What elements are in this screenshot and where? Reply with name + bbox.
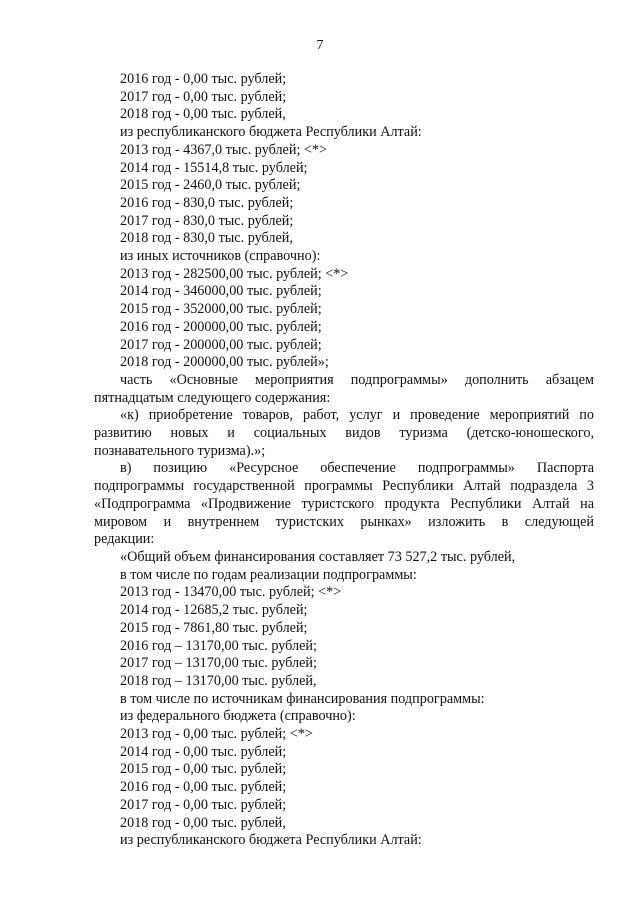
- text-line: 2018 год – 13170,00 тыс. рублей,: [120, 672, 317, 689]
- text-line: 2016 год - 830,0 тыс. рублей;: [120, 194, 294, 211]
- text-line: 2018 год - 200000,00 тыс. рублей»;: [120, 354, 329, 371]
- text-line: в том числе по годам реализации подпрограммы:: [120, 566, 417, 583]
- text-line: 2017 год – 13170,00 тыс. рублей;: [120, 655, 317, 672]
- text-line: 2014 год - 15514,8 тыс. рублей;: [120, 159, 308, 176]
- text-line: из республиканского бюджета Республики Алтай:: [120, 832, 422, 849]
- paragraph-resource-support: [94, 460, 594, 549]
- text-line: 2015 год - 0,00 тыс. рублей;: [120, 761, 287, 778]
- paragraph-line: мировом и внутреннем туристских рынках» изложить в следующей: [94, 513, 594, 530]
- funding-lines-block-b: [94, 549, 594, 850]
- text-line: 2017 год - 0,00 тыс. рублей;: [120, 796, 287, 813]
- paragraph-line: пятнадцатым следующего содержания:: [94, 389, 331, 406]
- text-line: 2017 год - 830,0 тыс. рублей;: [120, 212, 294, 229]
- text-line: в том числе по источникам финансирования подпрограммы:: [120, 690, 485, 707]
- text-line: 2018 год - 830,0 тыс. рублей,: [120, 230, 293, 247]
- text-line: 2014 год - 346000,00 тыс. рублей;: [120, 283, 322, 300]
- text-line: 2016 год - 0,00 тыс. рублей;: [120, 779, 287, 796]
- text-line: 2015 год - 7861,80 тыс. рублей;: [120, 619, 308, 636]
- text-line: 2018 год - 0,00 тыс. рублей,: [120, 106, 286, 123]
- paragraph-line: подпрограммы государственной программы Республики Алтай подраздела 3: [94, 478, 594, 495]
- funding-lines-block-a: [94, 71, 594, 372]
- text-line: 2018 год - 0,00 тыс. рублей,: [120, 814, 286, 831]
- text-line: 2016 год – 13170,00 тыс. рублей;: [120, 637, 317, 654]
- text-line: 2015 год - 352000,00 тыс. рублей;: [120, 301, 322, 318]
- paragraph-item-k: [94, 407, 594, 460]
- paragraph-line: развитию новых и социальных видов туризма (детско-юношеского,: [94, 425, 594, 442]
- text-line: 2013 год - 13470,00 тыс. рублей; <*>: [120, 584, 342, 601]
- text-line: 2013 год - 0,00 тыс. рублей; <*>: [120, 726, 313, 743]
- paragraph-line: «к) приобретение товаров, работ, услуг и проведение мероприятий по: [120, 407, 594, 424]
- text-line: из иных источников (справочно):: [120, 248, 321, 265]
- text-line: 2016 год - 200000,00 тыс. рублей;: [120, 318, 322, 335]
- document-body: [94, 71, 594, 850]
- text-line: из республиканского бюджета Республики Алтай:: [120, 124, 422, 141]
- text-line: 2014 год - 0,00 тыс. рублей;: [120, 743, 287, 760]
- paragraph-line: «Подпрограмма «Продвижение туристского продукта Республики Алтай на: [94, 495, 594, 512]
- text-line: 2017 год - 200000,00 тыс. рублей;: [120, 336, 322, 353]
- text-line: 2017 год - 0,00 тыс. рублей;: [120, 88, 287, 105]
- text-line: 2014 год - 12685,2 тыс. рублей;: [120, 602, 308, 619]
- text-line: 2013 год - 282500,00 тыс. рублей; <*>: [120, 265, 349, 282]
- paragraph-line: часть «Основные мероприятия подпрограммы» дополнить абзацем: [120, 371, 594, 388]
- text-line: 2015 год - 2460,0 тыс. рублей;: [120, 177, 301, 194]
- paragraph-line: в) позицию «Ресурсное обеспечение подпрограммы» Паспорта: [120, 460, 594, 477]
- text-line: из федерального бюджета (справочно):: [120, 708, 356, 725]
- page-number: 7: [316, 38, 324, 53]
- paragraph-line: редакции:: [94, 531, 155, 548]
- paragraph-line: познавательного туризма).»;: [94, 442, 266, 459]
- paragraph-main-activities: [94, 372, 594, 407]
- text-line: 2016 год - 0,00 тыс. рублей;: [120, 71, 287, 87]
- text-line: «Общий объем финансирования составляет 73 527,2 тыс. рублей,: [120, 548, 516, 565]
- text-line: 2013 год - 4367,0 тыс. рублей; <*>: [120, 141, 328, 158]
